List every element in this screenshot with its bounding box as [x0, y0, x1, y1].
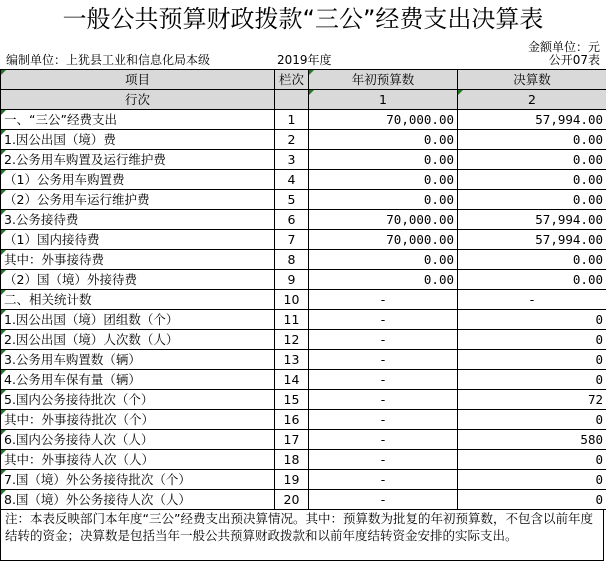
- table-row: [1, 110, 606, 130]
- row-line-number: 12: [275, 330, 309, 350]
- subheader-budget: 1: [309, 90, 458, 110]
- table-row: [1, 210, 606, 230]
- row-line-number: 1: [275, 110, 309, 130]
- expenditure-table: [0, 69, 606, 510]
- row-final-value: 0: [458, 490, 606, 510]
- table-row: [1, 310, 606, 330]
- subheader-row: [1, 90, 606, 110]
- row-line-number: 4: [275, 170, 309, 190]
- table-row: [1, 390, 606, 410]
- row-line-number: 9: [275, 270, 309, 290]
- row-budget-value: 0.00: [309, 150, 458, 170]
- row-line-number: 2: [275, 130, 309, 150]
- row-item-label: （1）国内接待费: [1, 230, 275, 250]
- row-final-value: 57,994.00: [458, 110, 606, 130]
- row-budget-value: 0.00: [309, 250, 458, 270]
- row-budget-value: -: [309, 430, 458, 450]
- row-final-value: 0.00: [458, 170, 606, 190]
- row-budget-value: -: [309, 490, 458, 510]
- row-line-number: 10: [275, 290, 309, 310]
- row-final-value: 0.00: [458, 270, 606, 290]
- row-line-number: 5: [275, 190, 309, 210]
- row-budget-value: -: [309, 470, 458, 490]
- row-final-value: 72: [458, 390, 606, 410]
- row-final-value: 57,994.00: [458, 230, 606, 250]
- row-final-value: 0.00: [458, 250, 606, 270]
- fiscal-year: 2019年度: [277, 53, 332, 67]
- row-item-label: 1.因公出国（境）费: [1, 130, 275, 150]
- row-line-number: 8: [275, 250, 309, 270]
- row-final-value: 0.00: [458, 130, 606, 150]
- row-budget-value: 0.00: [309, 130, 458, 150]
- header-final: 决算数: [458, 70, 606, 90]
- row-line-number: 15: [275, 390, 309, 410]
- reporting-unit: 编制单位：上犹县工业和信息化局本级: [6, 53, 211, 67]
- row-line-number: 17: [275, 430, 309, 450]
- subheader-final: 2: [458, 90, 606, 110]
- row-item-label: 4.公务用车保有量（辆）: [1, 370, 275, 390]
- header-budget: 年初预算数: [309, 70, 458, 90]
- row-final-value: 0.00: [458, 190, 606, 210]
- subheader-line: [275, 90, 309, 110]
- row-line-number: 14: [275, 370, 309, 390]
- table-row: [1, 150, 606, 170]
- table-row: [1, 190, 606, 210]
- row-final-value: 0: [458, 330, 606, 350]
- row-final-value: 0: [458, 450, 606, 470]
- table-row: [1, 410, 606, 430]
- row-item-label: 其中：外事接待费: [1, 250, 275, 270]
- table-row: [1, 170, 606, 190]
- row-item-label: 二、相关统计数: [1, 290, 275, 310]
- row-line-number: 6: [275, 210, 309, 230]
- row-final-value: 57,994.00: [458, 210, 606, 230]
- row-item-label: 2.公务用车购置及运行维护费: [1, 150, 275, 170]
- table-row: [1, 490, 606, 510]
- row-line-number: 20: [275, 490, 309, 510]
- header-row: [1, 70, 606, 90]
- table-row: [1, 470, 606, 490]
- row-final-value: 580: [458, 430, 606, 450]
- page-title: 一般公共预算财政拨款“三公”经费支出决算表: [62, 5, 544, 33]
- row-item-label: 其中：外事接待人次（人）: [1, 450, 275, 470]
- header-line: 栏次: [275, 70, 309, 90]
- row-budget-value: 0.00: [309, 190, 458, 210]
- row-final-value: 0: [458, 370, 606, 390]
- row-item-label: （1）公务用车购置费: [1, 170, 275, 190]
- table-row: [1, 230, 606, 250]
- subheader-item: 行次: [1, 90, 275, 110]
- row-line-number: 3: [275, 150, 309, 170]
- row-item-label: （2）国（境）外接待费: [1, 270, 275, 290]
- table-row: [1, 450, 606, 470]
- row-final-value: 0: [458, 310, 606, 330]
- row-item-label: 7.国（境）外公务接待批次（个）: [1, 470, 275, 490]
- row-budget-value: -: [309, 350, 458, 370]
- row-final-value: 0: [458, 410, 606, 430]
- table-row: [1, 430, 606, 450]
- row-budget-value: 70,000.00: [309, 210, 458, 230]
- row-final-value: 0.00: [458, 150, 606, 170]
- row-budget-value: -: [309, 370, 458, 390]
- table-row: [1, 290, 606, 310]
- row-item-label: 1.因公出国（境）团组数（个）: [1, 310, 275, 330]
- row-item-label: 3.公务接待费: [1, 210, 275, 230]
- row-line-number: 7: [275, 230, 309, 250]
- table-row: [1, 270, 606, 290]
- row-budget-value: -: [309, 390, 458, 410]
- row-final-value: -: [458, 290, 606, 310]
- row-line-number: 18: [275, 450, 309, 470]
- row-budget-value: -: [309, 410, 458, 430]
- row-budget-value: 0.00: [309, 270, 458, 290]
- row-budget-value: -: [309, 450, 458, 470]
- row-budget-value: 70,000.00: [309, 110, 458, 130]
- row-item-label: 5.国内公务接待批次（个）: [1, 390, 275, 410]
- table-row: [1, 250, 606, 270]
- row-final-value: 0: [458, 350, 606, 370]
- table-row: [1, 350, 606, 370]
- table-row: [1, 130, 606, 150]
- row-item-label: （2）公务用车运行维护费: [1, 190, 275, 210]
- row-item-label: 6.国内公务接待人次（人）: [1, 430, 275, 450]
- row-line-number: 11: [275, 310, 309, 330]
- row-item-label: 2.因公出国（境）人次数（人）: [1, 330, 275, 350]
- header-item: 项目: [1, 70, 275, 90]
- table-row: [1, 370, 606, 390]
- amount-unit-label: 金额单位：元: [527, 40, 600, 54]
- row-line-number: 13: [275, 350, 309, 370]
- row-line-number: 19: [275, 470, 309, 490]
- row-budget-value: 70,000.00: [309, 230, 458, 250]
- row-budget-value: -: [309, 330, 458, 350]
- row-line-number: 16: [275, 410, 309, 430]
- table-body: [1, 70, 606, 510]
- footnote: 注：本表反映部门本年度“三公”经费支出预决算情况。其中：预算数为批复的年初预算数，不包含以前年度结转的资金；决算数是包括当年一般公共预算财政拨款和以前年度结转资金安排的实际支出。: [0, 509, 604, 561]
- table-row: [1, 330, 606, 350]
- row-item-label: 8.国（境）外公务接待人次（人）: [1, 490, 275, 510]
- row-budget-value: -: [309, 290, 458, 310]
- row-budget-value: 0.00: [309, 170, 458, 190]
- row-item-label: 3.公务用车购置数（辆）: [1, 350, 275, 370]
- row-budget-value: -: [309, 310, 458, 330]
- row-item-label: 一、“三公”经费支出: [1, 110, 275, 130]
- table-code: 公开07表: [548, 53, 600, 67]
- row-item-label: 其中：外事接待批次（个）: [1, 410, 275, 430]
- row-final-value: 0: [458, 470, 606, 490]
